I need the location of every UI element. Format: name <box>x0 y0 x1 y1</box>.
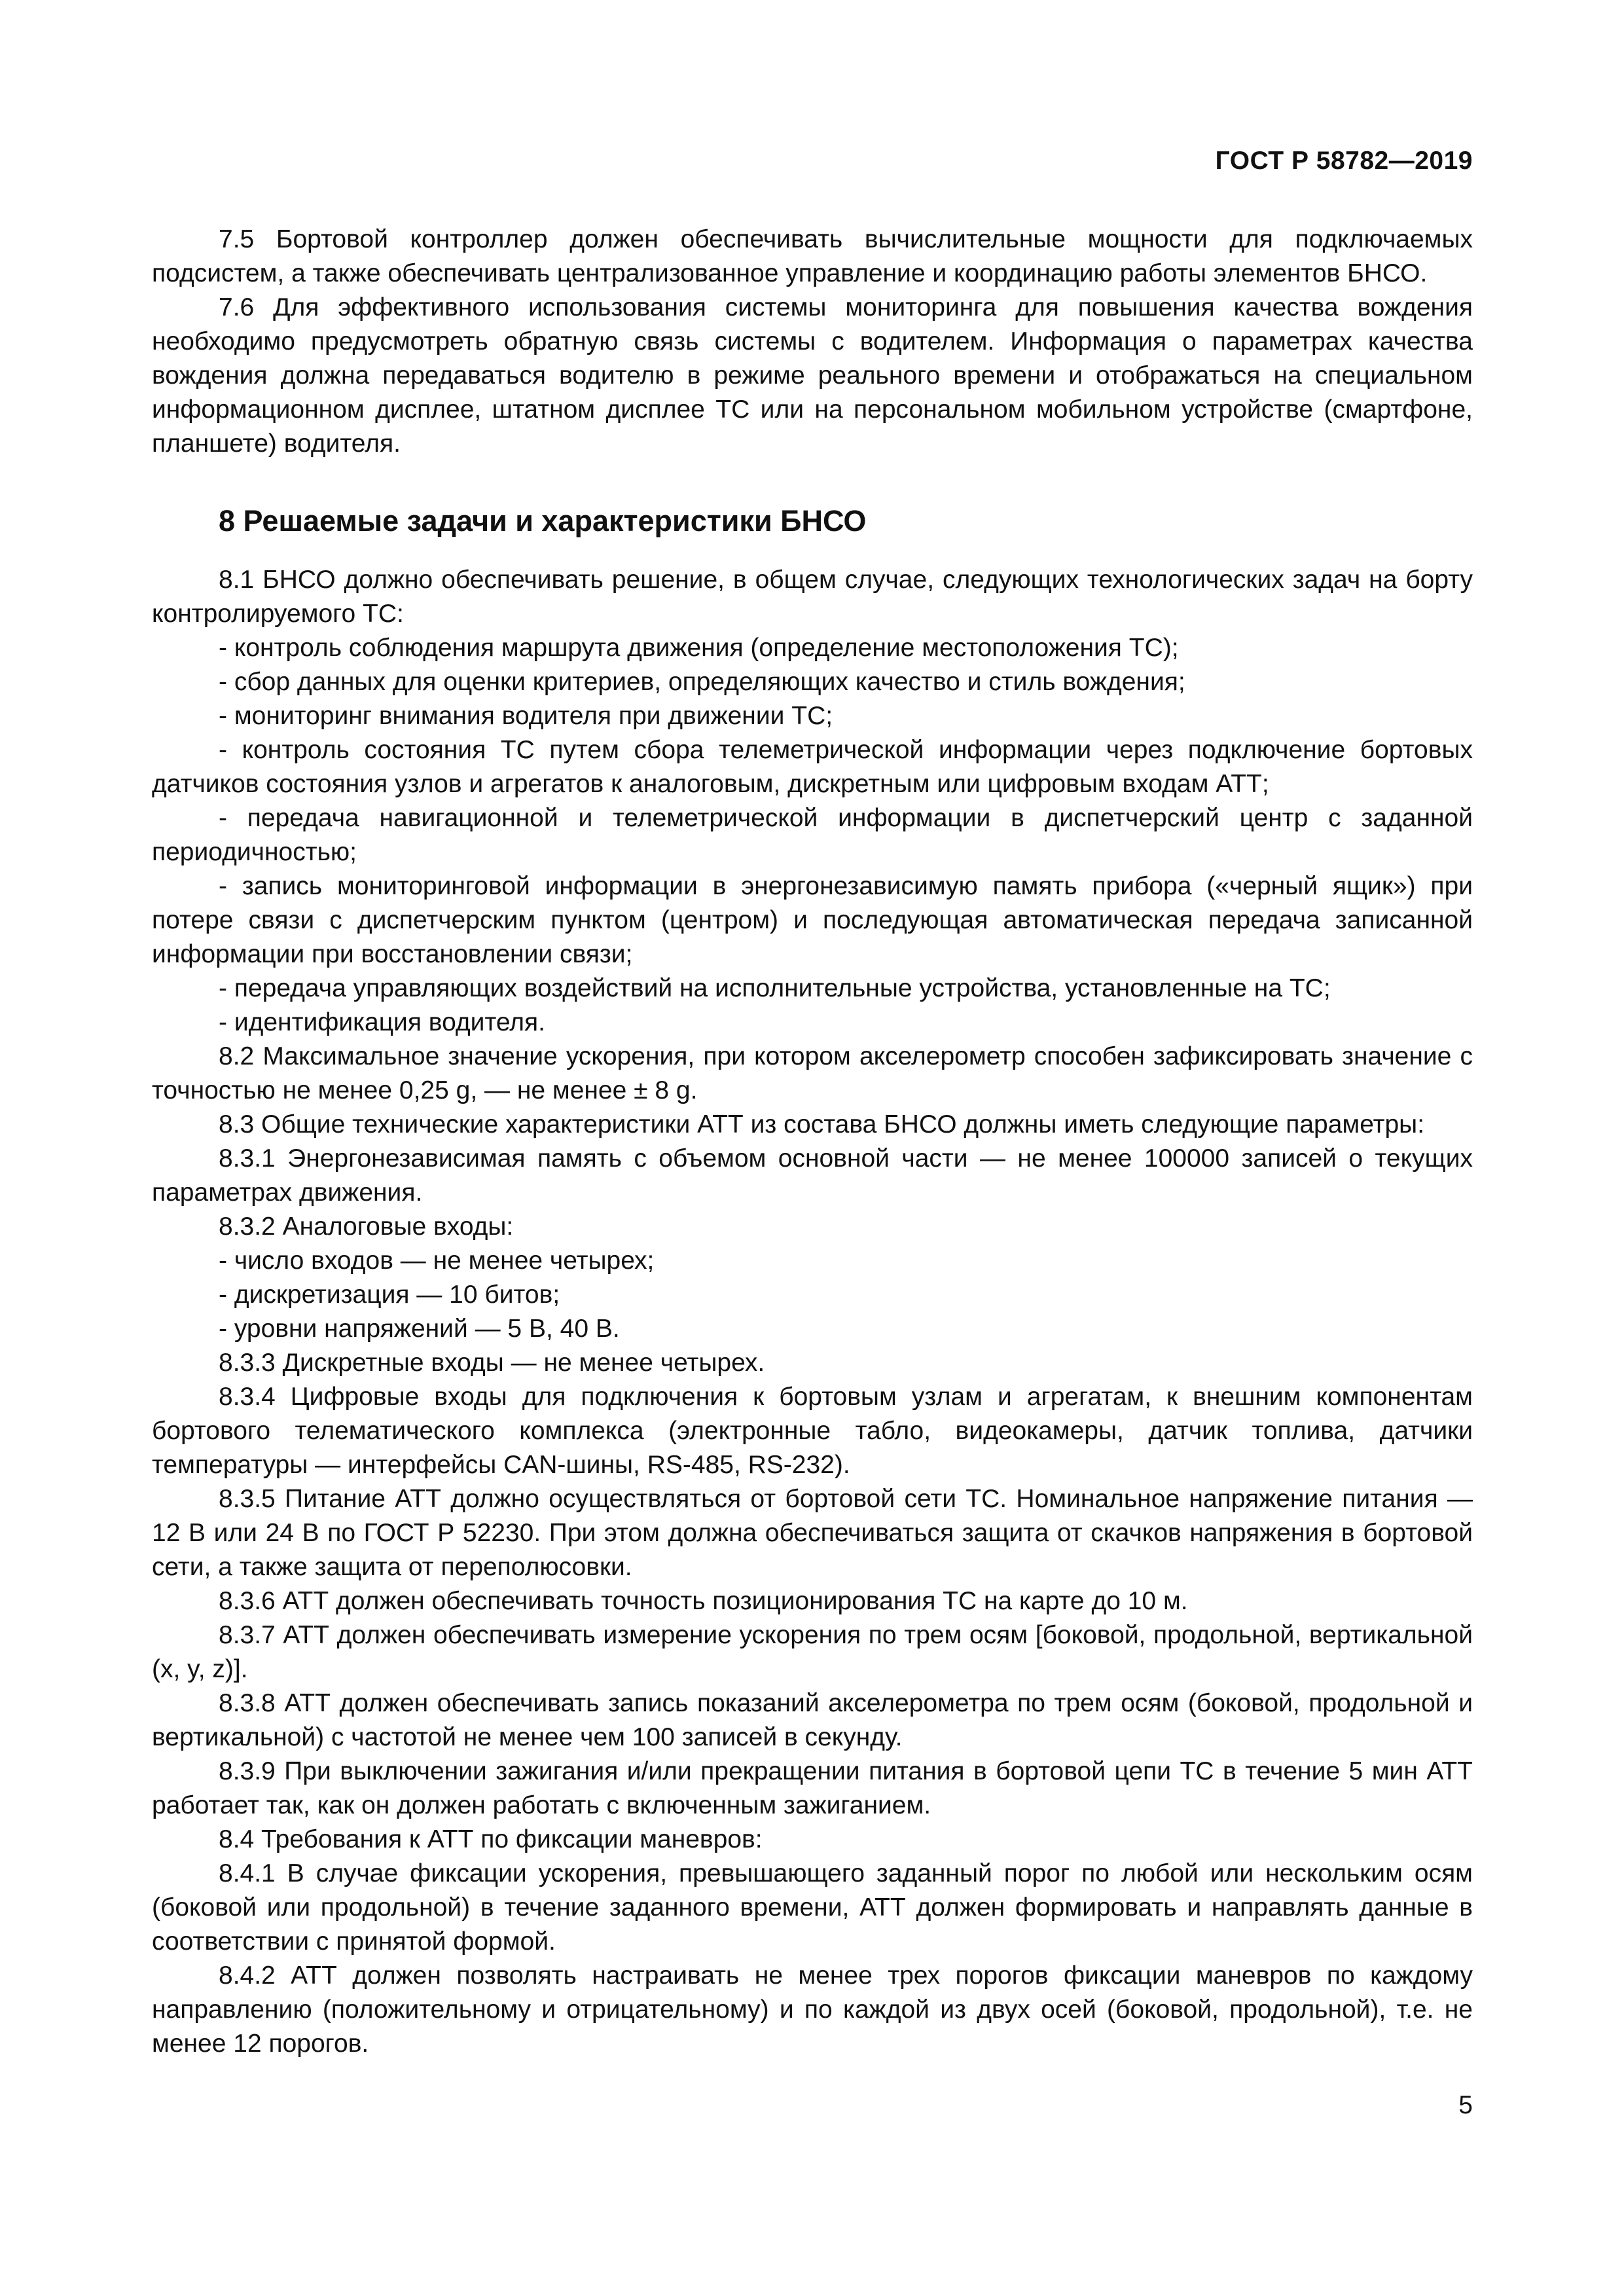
list-item: - передача управляющих воздействий на исполнительные устройства, установленные на ТС; <box>219 974 1331 1002</box>
list-item: - сбор данных для оценки критериев, определяющих качество и стиль вождения; <box>219 668 1185 696</box>
list-item: - уровни напряжений — 5 В, 40 В. <box>219 1315 620 1343</box>
paragraph: 8.2 Максимальное значение ускорения, при котором акселерометр способен зафиксировать значение с точностью не менее 0,25 g, — не менее ± 8 g. <box>152 1042 1473 1104</box>
list-item: - передача навигационной и телеметрической информации в диспетчерский центр с заданной периодичностью; <box>152 804 1473 866</box>
paragraph: 8.3.2 Аналоговые входы: <box>219 1212 514 1241</box>
paragraph: 8.3.4 Цифровые входы для подключения к бортовым узлам и агрегатам, к внешним компонентам бортового телематического комплекса (электронные табло, видеокамеры, датчик топлива, датчики температуры — интерфейсы CAN-шины, RS-485, RS-232). <box>152 1383 1473 1479</box>
paragraph: 8.3 Общие технические характеристики АТТ из состава БНСО должны иметь следующие параметры: <box>219 1110 1425 1139</box>
paragraph: 8.3.1 Энергонезависимая память с объемом основной части — не менее 100000 записей о текущих параметрах движения. <box>152 1144 1473 1207</box>
page-number: 5 <box>1458 2091 1473 2119</box>
paragraph: 8.4.2 АТТ должен позволять настраивать не менее трех порогов фиксации маневров по каждому направлению (положительному и отрицательному) и по каждой из двух осей (боковой, продольной), т.е. не менее 12 порогов. <box>152 1961 1473 2058</box>
paragraph: 8.3.8 АТТ должен обеспечивать запись показаний акселерометра по трем осям (боковой, продольной и вертикальной) с частотой не менее чем 100 записей в секунду. <box>152 1689 1473 1751</box>
paragraph: 8.3.5 Питание АТТ должно осуществляться от бортовой сети ТС. Номинальное напряжение питания — 12 В или 24 В по ГОСТ Р 52230. При этом должна обеспечиваться защита от скачков напряжения в бортовой сети, а также защита от переполюсовки. <box>152 1485 1473 1581</box>
paragraph: 8.1 БНСО должно обеспечивать решение, в общем случае, следующих технологических задач на борту контролируемого ТС: <box>152 566 1473 628</box>
paragraph: 8.4.1 В случае фиксации ускорения, превышающего заданный порог по любой или нескольким осям (боковой или продольной) в течение заданного времени, АТТ должен формировать и направлять данные в соответствии с принятой формой. <box>152 1859 1473 1956</box>
list-item: - идентификация водителя. <box>219 1008 545 1036</box>
paragraph: 7.6 Для эффективного использования системы мониторинга для повышения качества вождения необходимо предусмотреть обратную связь системы с водителем. Информация о параметрах качества вождения должна передаваться водителю в режиме реального времени и отображаться на специальном информационном дисплее, штатном дисплее ТС или на персональном мобильном устройстве (смартфоне, планшете) водителя. <box>152 293 1473 458</box>
paragraph: 8.3.9 При выключении зажигания и/или прекращении питания в бортовой цепи ТС в течение 5 мин АТТ работает так, как он должен работать с включенным зажиганием. <box>152 1757 1473 1819</box>
paragraph: 8.3.6 АТТ должен обеспечивать точность позиционирования ТС на карте до 10 м. <box>219 1587 1188 1615</box>
paragraph: 8.4 Требования к АТТ по фиксации маневров: <box>219 1825 763 1853</box>
section-title: 8 Решаемые задачи и характеристики БНСО <box>219 504 867 538</box>
list-item: - число входов — не менее четырех; <box>219 1247 655 1275</box>
list-item: - запись мониторинговой информации в энергонезависимую память прибора («черный ящик») при потере связи с диспетчерским пунктом (центром) и последующая автоматическая передача записанной информации при восстановлении связи; <box>152 872 1473 968</box>
paragraph: 8.3.3 Дискретные входы — не менее четырех. <box>219 1349 765 1377</box>
list-item: - мониторинг внимания водителя при движении ТС; <box>219 702 833 730</box>
paragraph: 8.3.7 АТТ должен обеспечивать измерение ускорения по трем осям [боковой, продольной, вертикальной (x, y, z)]. <box>152 1621 1473 1683</box>
paragraph: 7.5 Бортовой контроллер должен обеспечивать вычислительные мощности для подключаемых подсистем, а также обеспечивать централизованное управление и координацию работы элементов БНСО. <box>152 225 1473 287</box>
document-code-header: ГОСТ Р 58782—2019 <box>1215 147 1473 175</box>
list-item: - контроль состояния ТС путем сбора телеметрической информации через подключение бортовых датчиков состояния узлов и агрегатов к аналоговым, дискретным или цифровым входам АТТ; <box>152 736 1473 798</box>
document-body <box>152 223 1473 2061</box>
list-item: - контроль соблюдения маршрута движения (определение местоположения ТС); <box>219 634 1179 662</box>
list-item: - дискретизация — 10 битов; <box>219 1281 560 1309</box>
